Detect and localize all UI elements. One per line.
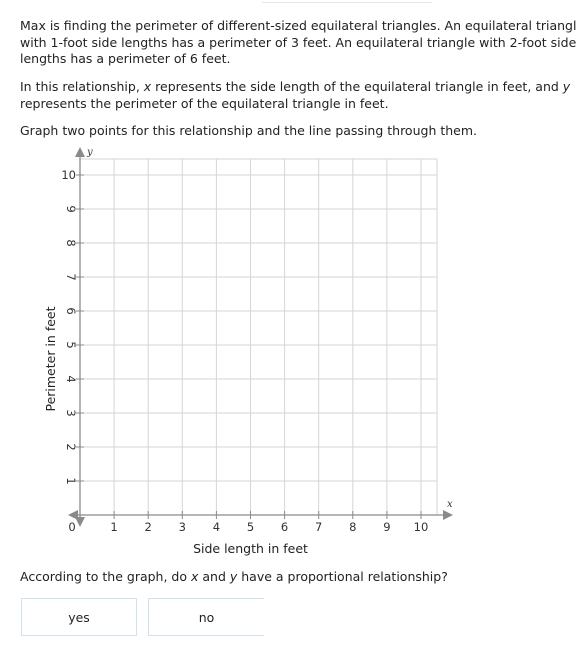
x-tick-label: 2 (144, 520, 152, 534)
problem-line: lengths has a perimeter of 6 feet. (20, 51, 231, 66)
y-var-label: y (87, 147, 93, 158)
instruction: Graph two points for this relationship and the line passing through them. (20, 123, 478, 138)
x-tick-label: 6 (280, 520, 289, 534)
y-tick-label: 1 (64, 477, 78, 485)
x-tick-label: 10 (413, 520, 429, 534)
y-tick-label: 5 (64, 341, 78, 349)
var-y: y (562, 79, 571, 94)
y-tick-label: 8 (64, 239, 78, 247)
x-tick-label: 3 (178, 520, 186, 534)
y-tick-label: 7 (64, 273, 78, 281)
x-var-label: x (447, 499, 453, 510)
x-tick-label: 8 (349, 520, 357, 534)
proportional-question (20, 569, 448, 584)
y-axis-arrow-down-icon (75, 517, 85, 527)
y-axis-title: Perimeter in feet (43, 306, 58, 412)
text: represents the side length of the equilateral triangle in feet, and (151, 79, 563, 94)
x-tick-label: 1 (110, 520, 118, 534)
x-tick-label: 9 (383, 520, 391, 534)
problem-line: with 1-foot side lengths has a perimeter of 3 feet. An equilateral triangle with 2-foot side (20, 34, 576, 50)
text: have a proportional relationship? (237, 569, 448, 584)
y-tick-label: 9 (64, 205, 78, 213)
text: According to the graph, do (20, 569, 191, 584)
y-tick-label: 3 (64, 409, 78, 417)
y-tick-label: 2 (64, 443, 78, 451)
x-tick-label: 7 (315, 520, 323, 534)
no-button[interactable]: no (148, 598, 264, 636)
var-x: x (143, 79, 152, 94)
text: In this relationship, (20, 79, 144, 94)
x-tick-label: 0 (68, 520, 76, 534)
y-axis-arrow-up-icon (75, 147, 85, 157)
problem-line: Max is finding the perimeter of different-sized equilateral triangles. An equilateral triangl (20, 18, 576, 33)
x-axis-arrow-right-icon (443, 510, 453, 520)
y-tick-label: 6 (64, 307, 78, 315)
x-tick-label: 4 (212, 520, 221, 534)
x-axis-title: Side length in feet (193, 541, 308, 556)
y-tick-label: 4 (64, 375, 78, 383)
text: and (198, 569, 230, 584)
var-x: x (190, 569, 199, 584)
var-y: y (229, 569, 238, 584)
problem-line: represents the perimeter of the equilateral triangle in feet. (20, 95, 389, 111)
y-tick-label: 10 (61, 168, 76, 182)
yes-button[interactable]: yes (21, 598, 137, 636)
x-tick-label: 5 (246, 520, 255, 534)
